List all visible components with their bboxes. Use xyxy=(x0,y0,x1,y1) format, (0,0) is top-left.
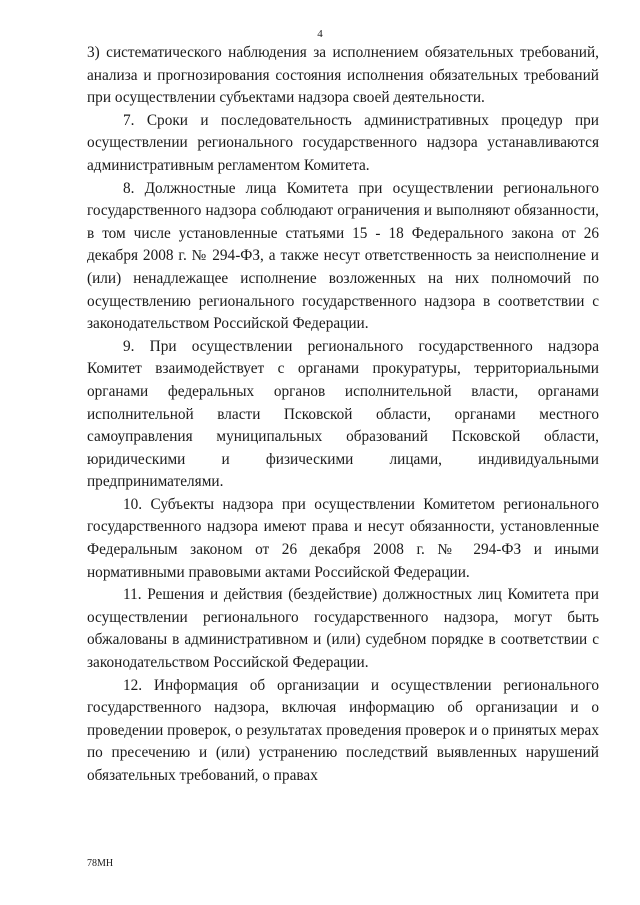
paragraph-7: 7. Сроки и последовательность административных процедур при осуществлении регионального государственного надзора устанавливаются административным регламентом Комитета. xyxy=(87,111,599,174)
paragraph-10: 10. Субъекты надзора при осуществлении Комитетом регионального государственного надзора имеют права и несут обязанности, установленные Федеральным законом от 26 декабря 2008 г. № 294-ФЗ и иными нормативными правовыми актами Российской Федерации. xyxy=(87,495,599,581)
paragraph-item-3: 3) систематического наблюдения за исполнением обязательных требований, анализа и прогнозирования состояния исполнения обязательных требований при осуществлении субъектами надзора своей деятельности. xyxy=(87,44,599,107)
paragraph-12: 12. Информация об организации и осуществлении регионального государственного надзора, включая информацию об организации и о проведении проверок, о результатах проведения проверок и о принятых мерах по пресечению и (или) устранению последствий выявленных нарушений обязательных требований, о правах xyxy=(87,676,599,784)
document-body xyxy=(87,42,599,788)
footer-document-code: 78МН xyxy=(87,858,114,869)
paragraph-9: 9. При осуществлении регионального государственного надзора Комитет взаимодействует с органами прокуратуры, территориальными органами федеральных органов исполнительной власти, органами исполнительной власти Псковской области, органами местного самоуправления муниципальных образований Псковской области, юридическими и физическими лицами, индивидуальными предпринимателями. xyxy=(87,337,599,491)
page-number: 4 xyxy=(317,28,323,40)
paragraph-8: 8. Должностные лица Комитета при осуществлении регионального государственного надзора соблюдают ограничения и выполняют обязанности, в том числе установленные статьями 15 - 18 Федерального закона от 26 декабря 2008 г. № 294-ФЗ, а также несут ответственность за неисполнение и (или) ненадлежащее исполнение возложенных на них полномочий по осуществлению регионального государственного надзора в соответствии с законодательством Российской Федерации. xyxy=(87,179,599,333)
paragraph-11: 11. Решения и действия (бездействие) должностных лиц Комитета при осуществлении регионального государственного надзора, могут быть обжалованы в административном и (или) судебном порядке в соответствии с законодательством Российской Федерации. xyxy=(87,586,599,672)
